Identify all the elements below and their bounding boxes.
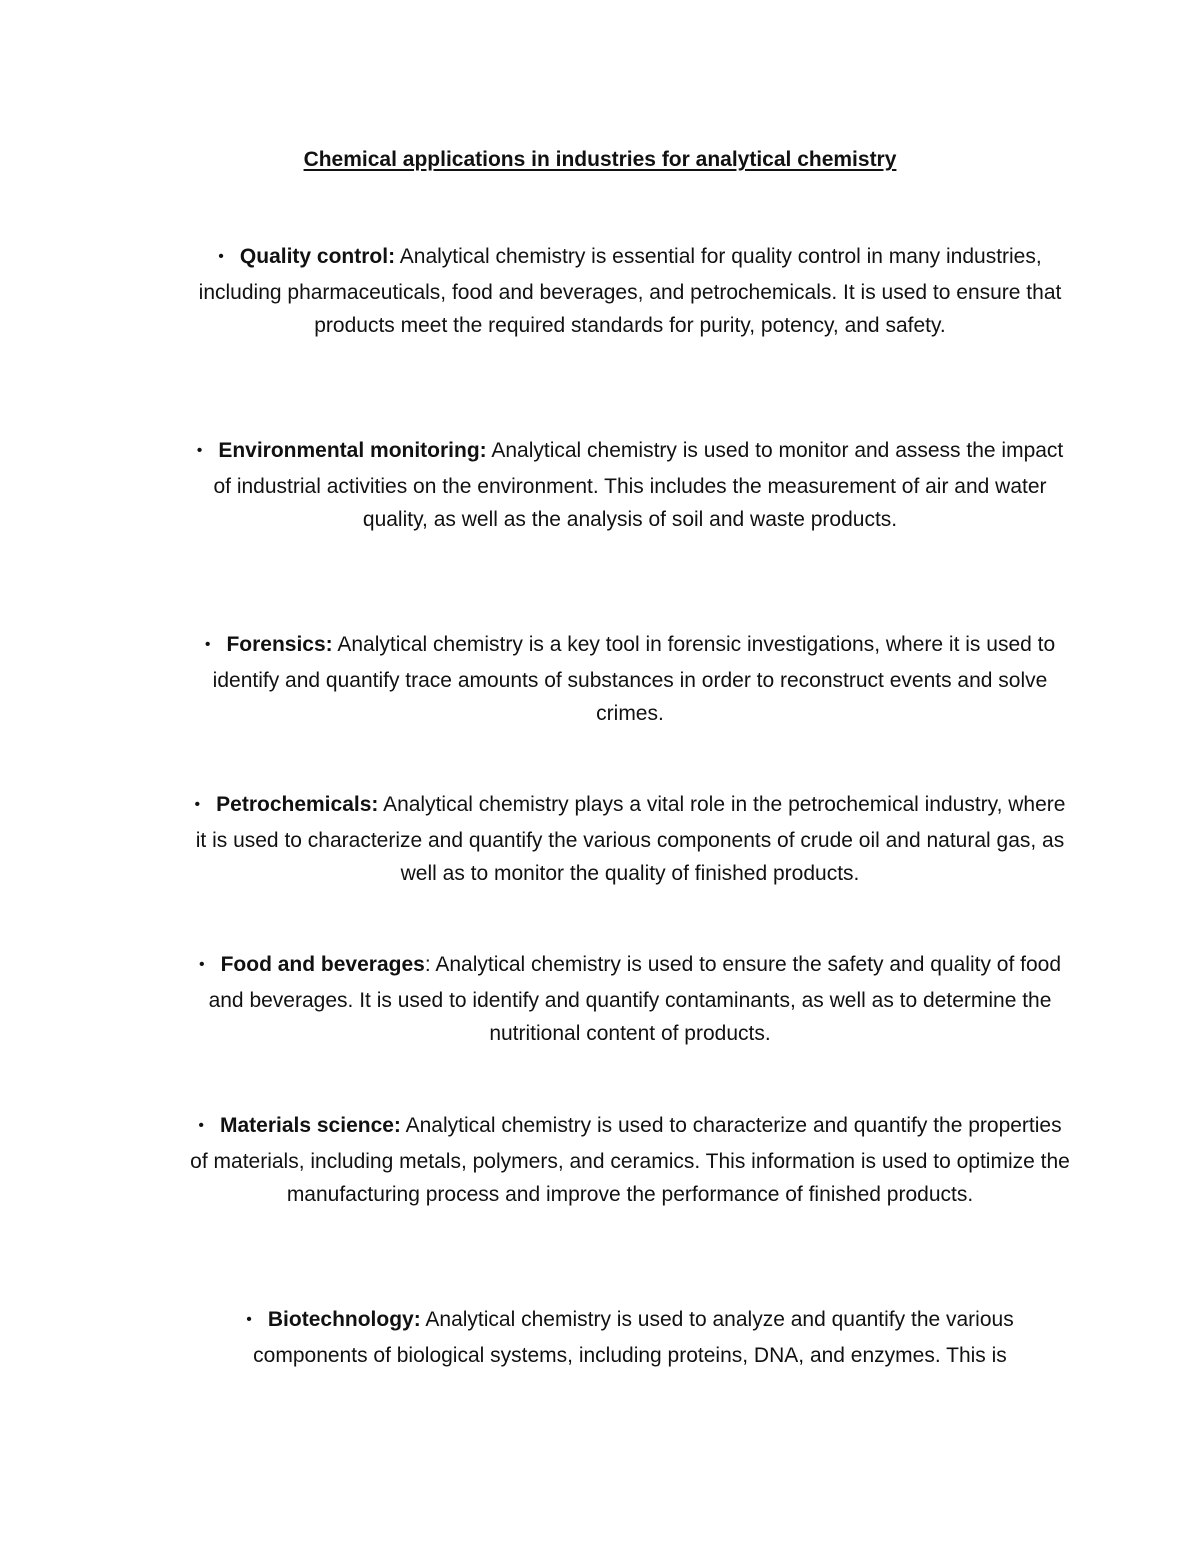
bullet-item-petrochemicals <box>190 788 1070 891</box>
bullet-icon: • <box>246 1311 252 1328</box>
bullet-item-food-and-beverages <box>190 948 1070 1051</box>
bullet-icon: • <box>218 248 224 265</box>
item-term: Environmental monitoring: <box>218 439 487 462</box>
bullet-item-environmental-monitoring <box>190 434 1070 537</box>
item-term: Petrochemicals: <box>216 793 379 816</box>
bullet-item-quality-control <box>190 240 1070 343</box>
item-term: Quality control: <box>239 245 396 268</box>
item-text: Analytical chemistry is used to characterize and quantify the properties of materials, including metals, polymers, and ceramics. This information is used to optimize the manufacturing process and improve the performance of finished products. <box>190 1114 1070 1206</box>
bullet-item-materials-science <box>190 1109 1070 1212</box>
bullet-item-forensics <box>190 628 1070 731</box>
bullet-icon: • <box>198 1117 204 1134</box>
item-text: Analytical chemistry plays a vital role in the petrochemical industry, where it is used to characterize and quantify the various components of crude oil and natural gas, as well as to monitor the quality of finished products. <box>195 793 1066 885</box>
bullet-icon: • <box>198 956 205 973</box>
item-text: Analytical chemistry is used to analyze and quantify the various components of biological systems, including proteins, DNA, and enzymes. This is <box>253 1308 1014 1367</box>
item-text: Analytical chemistry is used to monitor and assess the impact of industrial activities on the environment. This includes the measurement of air and water quality, as well as the analysis of soil and waste products. <box>213 439 1064 531</box>
bullet-icon: • <box>204 636 211 653</box>
item-text: : Analytical chemistry is used to ensure the safety and quality of food and beverages. It is used to identify and quantify contaminants, as well as to determine the nutritional content of products. <box>208 953 1061 1045</box>
item-term: Food and beverages <box>220 953 425 976</box>
item-term: Materials science: <box>220 1114 401 1137</box>
item-term: Biotechnology: <box>267 1308 421 1331</box>
bullet-item-biotechnology <box>190 1303 1070 1372</box>
item-term: Forensics: <box>226 633 333 656</box>
item-text: Analytical chemistry is essential for quality control in many industries, including pharmaceuticals, food and beverages, and petrochemicals. It is used to ensure that products meet the required standards for purity, potency, and safety. <box>198 245 1062 337</box>
document-title: Chemical applications in industries for analytical chemistry <box>303 148 897 171</box>
bullet-icon: • <box>196 442 203 459</box>
bullet-icon: • <box>194 796 201 813</box>
item-text: Analytical chemistry is a key tool in forensic investigations, where it is used to identify and quantify trace amounts of substances in order to reconstruct events and solve crimes. <box>212 633 1056 725</box>
